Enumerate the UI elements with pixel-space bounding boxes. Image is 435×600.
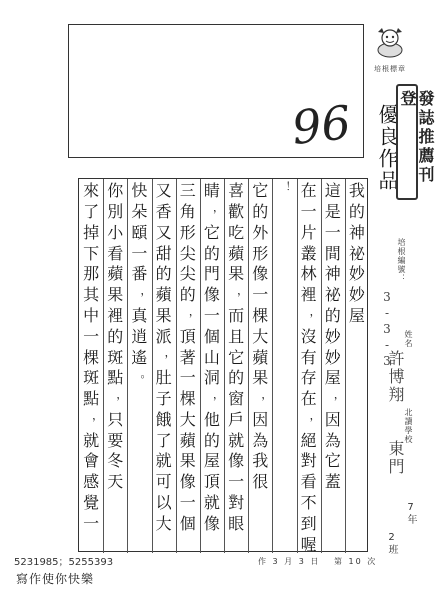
essay-character: 了 — [155, 430, 172, 450]
essay-column — [103, 181, 127, 551]
essay-character: 是 — [324, 202, 341, 222]
logo-caption: 培根標章 — [374, 65, 406, 73]
essay-character: 我 — [252, 451, 269, 471]
essay-character: 祕 — [324, 285, 341, 305]
essay-character: 以 — [155, 493, 172, 513]
essay-character: 小 — [107, 222, 124, 242]
essay-character: 門 — [203, 264, 220, 284]
essay-character: 沒 — [300, 326, 317, 346]
essay-character: 中 — [83, 306, 100, 326]
school-label: 北讀學校 — [404, 408, 413, 444]
essay-character: 看 — [107, 243, 124, 263]
essay-character: 其 — [83, 285, 100, 305]
essay-character: 一 — [131, 243, 148, 263]
essay-character: 就 — [155, 451, 172, 471]
essay-character: 間 — [324, 243, 341, 263]
essay-character: 洞 — [203, 368, 220, 388]
essay-character: 看 — [300, 472, 317, 492]
essay-character: 只 — [107, 409, 124, 429]
essay-character: 頂 — [203, 472, 220, 492]
essay-character: 棵 — [252, 306, 269, 326]
essay-character: 山 — [203, 347, 220, 367]
essay-character: 派 — [155, 326, 172, 346]
essay-character: 屋 — [348, 306, 365, 326]
essay-character: 又 — [155, 181, 172, 201]
essay-character: 妙 — [324, 347, 341, 367]
recommend-stamp — [396, 84, 435, 200]
footer-phone: 5231985；5255393 — [14, 557, 114, 568]
grade-score: 96 — [289, 95, 354, 155]
essay-character: 妙 — [324, 326, 341, 346]
essay-character: 像 — [228, 451, 245, 471]
essay-character: 在 — [300, 389, 317, 409]
essay-character: 的 — [228, 368, 245, 388]
essay-character: 這 — [324, 181, 341, 201]
essay-character: 的 — [252, 202, 269, 222]
class-number: 2班 — [386, 532, 397, 555]
footer-work-info — [258, 556, 377, 567]
essay-character: 叢 — [300, 243, 317, 263]
essay-character: 有 — [300, 347, 317, 367]
mascot-icon — [372, 24, 408, 60]
essay-character: 的 — [324, 306, 341, 326]
footer-slogan: 寫作使你快樂 — [16, 572, 95, 586]
essay-character: 像 — [203, 513, 220, 533]
essay-character: 三 — [179, 181, 196, 201]
essay-column — [176, 181, 200, 551]
essay-character: 喔 — [300, 534, 317, 554]
essay-character: ， — [140, 283, 152, 297]
essay-character: 對 — [300, 451, 317, 471]
essay-character: 蓋 — [324, 472, 341, 492]
essay-character: 蘋 — [155, 285, 172, 305]
essay-character: 別 — [107, 202, 124, 222]
essay-character: 你 — [107, 181, 124, 201]
essay-character: 點 — [107, 368, 124, 388]
essay-character: 就 — [228, 430, 245, 450]
essay-character: 它 — [324, 451, 341, 471]
essay-character: 角 — [179, 202, 196, 222]
essay-character: ！ — [285, 180, 297, 193]
essay-character: 餓 — [155, 409, 172, 429]
essay-character: 果 — [228, 264, 245, 284]
school-value: 東門 — [386, 440, 405, 476]
essay-character: 屋 — [203, 451, 220, 471]
essay-character: 它 — [228, 347, 245, 367]
work-date: 作 3 月 3 日 — [258, 557, 321, 566]
essay-character: 一 — [300, 202, 317, 222]
essay-character: 就 — [83, 430, 100, 450]
essay-character: 蘋 — [179, 430, 196, 450]
code-value: 3-3-3 — [380, 290, 394, 370]
essay-column — [321, 181, 345, 551]
essay-character: ， — [116, 387, 128, 401]
essay-character: 番 — [131, 264, 148, 284]
essay-character: ， — [92, 408, 104, 422]
essay-character: 天 — [107, 472, 124, 492]
work-number: 第 10 次 — [334, 557, 378, 566]
essay-character: 了 — [83, 202, 100, 222]
essay-character: 不 — [300, 493, 317, 513]
essay-character: ， — [309, 408, 321, 422]
essay-character: 妙 — [348, 264, 365, 284]
essay-character: 它 — [252, 181, 269, 201]
essay-character: 的 — [203, 243, 220, 263]
essay-character: 為 — [252, 430, 269, 450]
essay-character: 它 — [203, 222, 220, 242]
essay-character: 那 — [83, 264, 100, 284]
name-value: 許博翔 — [386, 350, 405, 404]
essay-character: 林 — [300, 264, 317, 284]
essay-character: 神 — [348, 222, 365, 242]
essay-character: 果 — [179, 451, 196, 471]
essay-character: 大 — [252, 326, 269, 346]
essay-column — [200, 181, 224, 551]
essay-column — [224, 181, 248, 551]
essay-character: 歡 — [228, 202, 245, 222]
essay-character: 遙 — [131, 347, 148, 367]
essay-character: 。 — [140, 367, 152, 380]
essay-character: 蘋 — [252, 347, 269, 367]
essay-character: 而 — [228, 306, 245, 326]
essay-character: 逍 — [131, 326, 148, 346]
essay-character: 很 — [252, 472, 269, 492]
essay-character: ， — [212, 387, 224, 401]
essay-character: 真 — [131, 306, 148, 326]
essay-character: 祕 — [348, 243, 365, 263]
essay-character: 裡 — [107, 306, 124, 326]
essay-character: 尖 — [179, 264, 196, 284]
essay-character: 下 — [83, 243, 100, 263]
essay-character: 又 — [155, 222, 172, 242]
essay-character: 一 — [203, 306, 220, 326]
essay-character: 斑 — [83, 368, 100, 388]
essay-character: 像 — [252, 264, 269, 284]
peigen-logo — [366, 24, 414, 86]
essay-character: 存 — [300, 368, 317, 388]
essay-character: 他 — [203, 409, 220, 429]
essay-character: 朵 — [131, 202, 148, 222]
essay-character: 來 — [83, 181, 100, 201]
essay-character: 大 — [155, 513, 172, 533]
essay-character: 因 — [324, 409, 341, 429]
essay-character: 蘋 — [228, 243, 245, 263]
essay-character: 形 — [179, 222, 196, 242]
essay-character: 絕 — [300, 430, 317, 450]
name-label: 姓名 — [404, 330, 413, 348]
essay-character: 一 — [179, 368, 196, 388]
essay-character: ， — [164, 346, 176, 360]
essay-character: 片 — [300, 222, 317, 242]
essay-character: 大 — [179, 409, 196, 429]
essay-character: 一 — [179, 493, 196, 513]
essay-character: 的 — [179, 285, 196, 305]
essay-character: ， — [237, 283, 249, 297]
essay-character: 外 — [252, 222, 269, 242]
essay-character: 妙 — [348, 285, 365, 305]
essay-character: 果 — [252, 368, 269, 388]
essay-character: 個 — [203, 326, 220, 346]
essay-character: 果 — [107, 285, 124, 305]
essay-character: 肚 — [155, 368, 172, 388]
essay-character: 的 — [107, 326, 124, 346]
essay-character: 子 — [155, 389, 172, 409]
essay-character: ， — [309, 304, 321, 318]
essay-character: 冬 — [107, 451, 124, 471]
essay-character: 要 — [107, 430, 124, 450]
essay-character: 裡 — [300, 285, 317, 305]
essay-character: 棵 — [83, 347, 100, 367]
award-title: 優良作品 — [375, 104, 399, 192]
essay-character: 頤 — [131, 222, 148, 242]
essay-character: 就 — [203, 493, 220, 513]
essay-column — [297, 181, 321, 554]
essay-character: 在 — [300, 181, 317, 201]
essay-column — [127, 181, 151, 551]
essay-character: 窗 — [228, 389, 245, 409]
essay-character: 像 — [203, 285, 220, 305]
essay-character: 的 — [348, 202, 365, 222]
essay-character: 果 — [155, 306, 172, 326]
essay-character: 一 — [83, 513, 100, 533]
essay-character: 對 — [228, 493, 245, 513]
essay-character: 眼 — [228, 513, 245, 533]
writing-grid — [78, 178, 368, 552]
essay-character: 一 — [252, 285, 269, 305]
essay-character: 屋 — [324, 368, 341, 388]
essay-character: 蘋 — [107, 264, 124, 284]
essay-column — [272, 181, 296, 551]
essay-character: ， — [333, 387, 345, 401]
essay-character: 且 — [228, 326, 245, 346]
essay-character: 感 — [83, 472, 100, 492]
essay-column — [152, 181, 176, 551]
essay-character: 棵 — [179, 389, 196, 409]
essay-character: 到 — [300, 513, 317, 533]
essay-character: 可 — [155, 472, 172, 492]
essay-column — [345, 181, 369, 551]
essay-character: 點 — [83, 389, 100, 409]
code-label: 培根編號： — [397, 238, 406, 283]
essay-character: 睛 — [203, 181, 220, 201]
essay-character: 著 — [179, 347, 196, 367]
essay-column — [79, 181, 103, 551]
essay-character: 因 — [252, 409, 269, 429]
essay-character: 甜 — [155, 243, 172, 263]
essay-character: 的 — [155, 264, 172, 284]
essay-character: 一 — [228, 472, 245, 492]
essay-character: ， — [188, 304, 200, 318]
stamp-text: 發誌推薦刊登 — [398, 90, 435, 185]
grade-year: 7年 — [405, 502, 416, 525]
essay-character: 頂 — [179, 326, 196, 346]
essay-character: 斑 — [107, 347, 124, 367]
essay-character: 戶 — [228, 409, 245, 429]
essay-character: ， — [212, 200, 224, 214]
essay-character: ， — [261, 387, 273, 401]
essay-character: 我 — [348, 181, 365, 201]
essay-character: 一 — [83, 326, 100, 346]
essay-character: 掉 — [83, 222, 100, 242]
essay-character: 吃 — [228, 222, 245, 242]
essay-character: 為 — [324, 430, 341, 450]
essay-character: 香 — [155, 202, 172, 222]
essay-character: 個 — [179, 513, 196, 533]
essay-character: 的 — [203, 430, 220, 450]
essay-character: 尖 — [179, 243, 196, 263]
essay-character: 像 — [179, 472, 196, 492]
essay-character: 一 — [324, 222, 341, 242]
essay-character: 神 — [324, 264, 341, 284]
essay-character: 形 — [252, 243, 269, 263]
essay-character: 會 — [83, 451, 100, 471]
essay-character: 快 — [131, 181, 148, 201]
essay-character: 喜 — [228, 181, 245, 201]
essay-character: 覺 — [83, 493, 100, 513]
essay-column — [248, 181, 272, 551]
